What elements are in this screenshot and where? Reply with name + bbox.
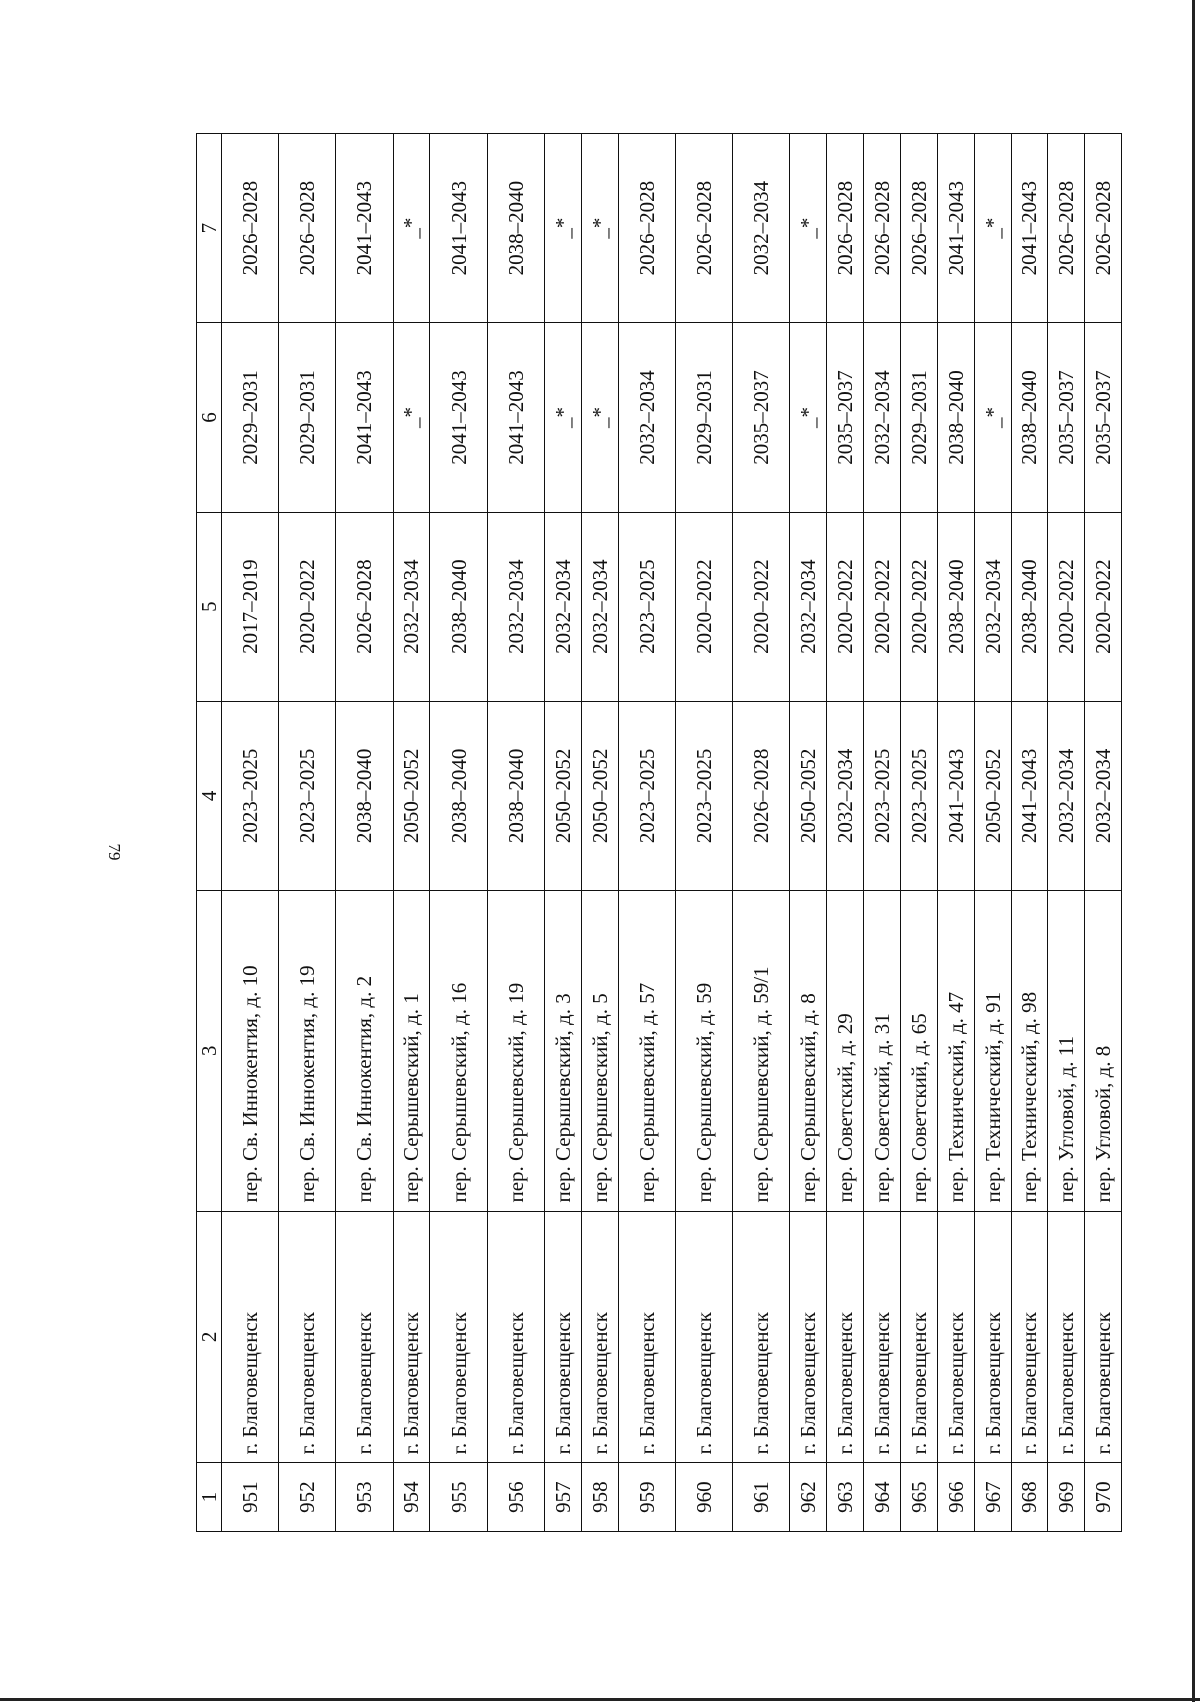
period-cell: 2041–2043 (336, 323, 393, 512)
address-cell: пер. Угловой, д. 11 (1048, 891, 1085, 1212)
period-cell: 2023–2025 (900, 701, 937, 890)
address-cell: пер. Св. Иннокентия, д. 2 (336, 891, 393, 1212)
period-cell: _* (581, 134, 618, 323)
city-cell: г. Благовещенск (790, 1211, 827, 1463)
period-cell: 2023–2025 (279, 701, 336, 890)
period-cell: 2050–2052 (790, 701, 827, 890)
address-cell: пер. Серышевский, д. 16 (430, 891, 487, 1212)
period-cell: 2038–2040 (487, 701, 544, 890)
period-cell: 2038–2040 (937, 323, 974, 512)
city-cell: г. Благовещенск (222, 1211, 279, 1463)
period-cell: 2026–2028 (222, 134, 279, 323)
table-row (732, 134, 789, 1532)
period-cell: 2032–2034 (732, 134, 789, 323)
period-cell: 2038–2040 (430, 512, 487, 701)
row-number-cell: 960 (675, 1463, 732, 1532)
header-cell: 3 (197, 891, 222, 1212)
city-cell: г. Благовещенск (1011, 1211, 1048, 1463)
period-cell: 2023–2025 (675, 701, 732, 890)
table-row (581, 134, 618, 1532)
period-cell: 2032–2034 (1085, 701, 1122, 890)
housing-repair-schedule-table (196, 133, 1122, 1532)
period-cell: 2020–2022 (863, 512, 900, 701)
period-cell: 2041–2043 (487, 323, 544, 512)
period-cell: 2041–2043 (1011, 134, 1048, 323)
table-row (544, 134, 581, 1532)
table-row (487, 134, 544, 1532)
period-cell: 2050–2052 (974, 701, 1011, 890)
period-cell: 2032–2034 (863, 323, 900, 512)
address-cell: пер. Технический, д. 91 (974, 891, 1011, 1212)
table-row (790, 134, 827, 1532)
address-cell: пер. Технический, д. 47 (937, 891, 974, 1212)
address-cell: пер. Советский, д. 31 (863, 891, 900, 1212)
row-number-cell: 959 (618, 1463, 675, 1532)
address-cell: пер. Советский, д. 29 (827, 891, 864, 1212)
address-cell: пер. Серышевский, д. 57 (618, 891, 675, 1212)
header-cell: 2 (197, 1211, 222, 1463)
city-cell: г. Благовещенск (937, 1211, 974, 1463)
period-cell: 2038–2040 (1011, 512, 1048, 701)
period-cell: 2032–2034 (487, 512, 544, 701)
period-cell: _* (974, 323, 1011, 512)
period-cell: 2038–2040 (336, 701, 393, 890)
period-cell: 2038–2040 (430, 701, 487, 890)
address-cell: пер. Технический, д. 98 (1011, 891, 1048, 1212)
period-cell: 2050–2052 (581, 701, 618, 890)
period-cell: 2029–2031 (222, 323, 279, 512)
period-cell: 2026–2028 (1048, 134, 1085, 323)
period-cell: 2026–2028 (900, 134, 937, 323)
address-cell: пер. Угловой, д. 8 (1085, 891, 1122, 1212)
period-cell: 2026–2028 (1085, 134, 1122, 323)
period-cell: 2041–2043 (430, 134, 487, 323)
period-cell: 2020–2022 (1048, 512, 1085, 701)
period-cell: 2038–2040 (487, 134, 544, 323)
period-cell: 2032–2034 (618, 323, 675, 512)
scan-edge-right (1192, 0, 1195, 1702)
table-row (1048, 134, 1085, 1532)
city-cell: г. Благовещенск (279, 1211, 336, 1463)
period-cell: 2032–2034 (1048, 701, 1085, 890)
period-cell: 2026–2028 (279, 134, 336, 323)
table-row (900, 134, 937, 1532)
city-cell: г. Благовещенск (827, 1211, 864, 1463)
period-cell: _* (790, 134, 827, 323)
row-number-cell: 966 (937, 1463, 974, 1532)
city-cell: г. Благовещенск (863, 1211, 900, 1463)
period-cell: 2041–2043 (336, 134, 393, 323)
period-cell: 2035–2037 (1085, 323, 1122, 512)
city-cell: г. Благовещенск (581, 1211, 618, 1463)
period-cell: 2026–2028 (863, 134, 900, 323)
period-cell: 2035–2037 (827, 323, 864, 512)
period-cell: 2020–2022 (1085, 512, 1122, 701)
period-cell: 2032–2034 (790, 512, 827, 701)
scan-edge-bottom (0, 1698, 1200, 1701)
table-row (937, 134, 974, 1532)
address-cell: пер. Серышевский, д. 5 (581, 891, 618, 1212)
table-row (430, 134, 487, 1532)
period-cell: 2020–2022 (900, 512, 937, 701)
period-cell: 2023–2025 (863, 701, 900, 890)
period-cell: 2026–2028 (827, 134, 864, 323)
period-cell: 2041–2043 (937, 134, 974, 323)
table-row (1085, 134, 1122, 1532)
table-row (827, 134, 864, 1532)
page-number: 79 (105, 843, 124, 861)
address-cell: пер. Серышевский, д. 59/1 (732, 891, 789, 1212)
row-number-cell: 955 (430, 1463, 487, 1532)
period-cell: _* (393, 323, 430, 512)
period-cell: 2020–2022 (732, 512, 789, 701)
row-number-cell: 953 (336, 1463, 393, 1532)
city-cell: г. Благовещенск (1085, 1211, 1122, 1463)
table-row (1011, 134, 1048, 1532)
row-number-cell: 951 (222, 1463, 279, 1532)
period-cell: 2023–2025 (222, 701, 279, 890)
period-cell: 2026–2028 (732, 701, 789, 890)
header-cell: 4 (197, 701, 222, 890)
city-cell: г. Благовещенск (974, 1211, 1011, 1463)
period-cell: 2017–2019 (222, 512, 279, 701)
row-number-cell: 954 (393, 1463, 430, 1532)
period-cell: 2038–2040 (1011, 323, 1048, 512)
period-cell: 2026–2028 (618, 134, 675, 323)
table-row (336, 134, 393, 1532)
address-cell: пер. Св. Иннокентия, д. 10 (222, 891, 279, 1212)
header-cell: 1 (197, 1463, 222, 1532)
period-cell: 2050–2052 (544, 701, 581, 890)
period-cell: 2041–2043 (937, 701, 974, 890)
period-cell: 2026–2028 (675, 134, 732, 323)
period-cell: 2038–2040 (937, 512, 974, 701)
row-number-cell: 963 (827, 1463, 864, 1532)
row-number-cell: 970 (1085, 1463, 1122, 1532)
city-cell: г. Благовещенск (430, 1211, 487, 1463)
address-cell: пер. Серышевский, д. 8 (790, 891, 827, 1212)
row-number-cell: 956 (487, 1463, 544, 1532)
row-number-cell: 952 (279, 1463, 336, 1532)
period-cell: 2050–2052 (393, 701, 430, 890)
city-cell: г. Благовещенск (732, 1211, 789, 1463)
table-row (222, 134, 279, 1532)
table-row (863, 134, 900, 1532)
address-cell: пер. Св. Иннокентия, д. 19 (279, 891, 336, 1212)
table-row (675, 134, 732, 1532)
period-cell: 2020–2022 (827, 512, 864, 701)
table-row (279, 134, 336, 1532)
row-number-cell: 957 (544, 1463, 581, 1532)
address-cell: пер. Серышевский, д. 19 (487, 891, 544, 1212)
period-cell: _* (544, 323, 581, 512)
period-cell: 2041–2043 (1011, 701, 1048, 890)
header-cell: 5 (197, 512, 222, 701)
address-cell: пер. Советский, д. 65 (900, 891, 937, 1212)
period-cell: 2041–2043 (430, 323, 487, 512)
period-cell: 2020–2022 (279, 512, 336, 701)
row-number-cell: 969 (1048, 1463, 1085, 1532)
period-cell: 2020–2022 (675, 512, 732, 701)
address-cell: пер. Серышевский, д. 1 (393, 891, 430, 1212)
period-cell: 2026–2028 (336, 512, 393, 701)
city-cell: г. Благовещенск (618, 1211, 675, 1463)
rotated-table-wrapper (196, 133, 1120, 1532)
period-cell: 2032–2034 (393, 512, 430, 701)
period-cell: 2023–2025 (618, 701, 675, 890)
address-cell: пер. Серышевский, д. 3 (544, 891, 581, 1212)
period-cell: 2032–2034 (581, 512, 618, 701)
period-cell: 2029–2031 (675, 323, 732, 512)
period-cell: 2023–2025 (618, 512, 675, 701)
period-cell: _* (393, 134, 430, 323)
period-cell: _* (974, 134, 1011, 323)
period-cell: 2029–2031 (279, 323, 336, 512)
city-cell: г. Благовещенск (336, 1211, 393, 1463)
period-cell: 2032–2034 (827, 701, 864, 890)
table-row (618, 134, 675, 1532)
period-cell: _* (544, 134, 581, 323)
row-number-cell: 967 (974, 1463, 1011, 1532)
period-cell: _* (790, 323, 827, 512)
city-cell: г. Благовещенск (393, 1211, 430, 1463)
period-cell: 2029–2031 (900, 323, 937, 512)
address-cell: пер. Серышевский, д. 59 (675, 891, 732, 1212)
row-number-cell: 958 (581, 1463, 618, 1532)
city-cell: г. Благовещенск (544, 1211, 581, 1463)
row-number-cell: 965 (900, 1463, 937, 1532)
row-number-cell: 964 (863, 1463, 900, 1532)
city-cell: г. Благовещенск (487, 1211, 544, 1463)
row-number-cell: 962 (790, 1463, 827, 1532)
city-cell: г. Благовещенск (675, 1211, 732, 1463)
table-body (222, 134, 1122, 1532)
header-cell: 7 (197, 134, 222, 323)
city-cell: г. Благовещенск (900, 1211, 937, 1463)
table-row (974, 134, 1011, 1532)
header-cell: 6 (197, 323, 222, 512)
city-cell: г. Благовещенск (1048, 1211, 1085, 1463)
row-number-cell: 968 (1011, 1463, 1048, 1532)
period-cell: _* (581, 323, 618, 512)
table-row (393, 134, 430, 1532)
period-cell: 2032–2034 (974, 512, 1011, 701)
row-number-cell: 961 (732, 1463, 789, 1532)
header-row (197, 134, 222, 1532)
period-cell: 2035–2037 (732, 323, 789, 512)
period-cell: 2032–2034 (544, 512, 581, 701)
period-cell: 2035–2037 (1048, 323, 1085, 512)
